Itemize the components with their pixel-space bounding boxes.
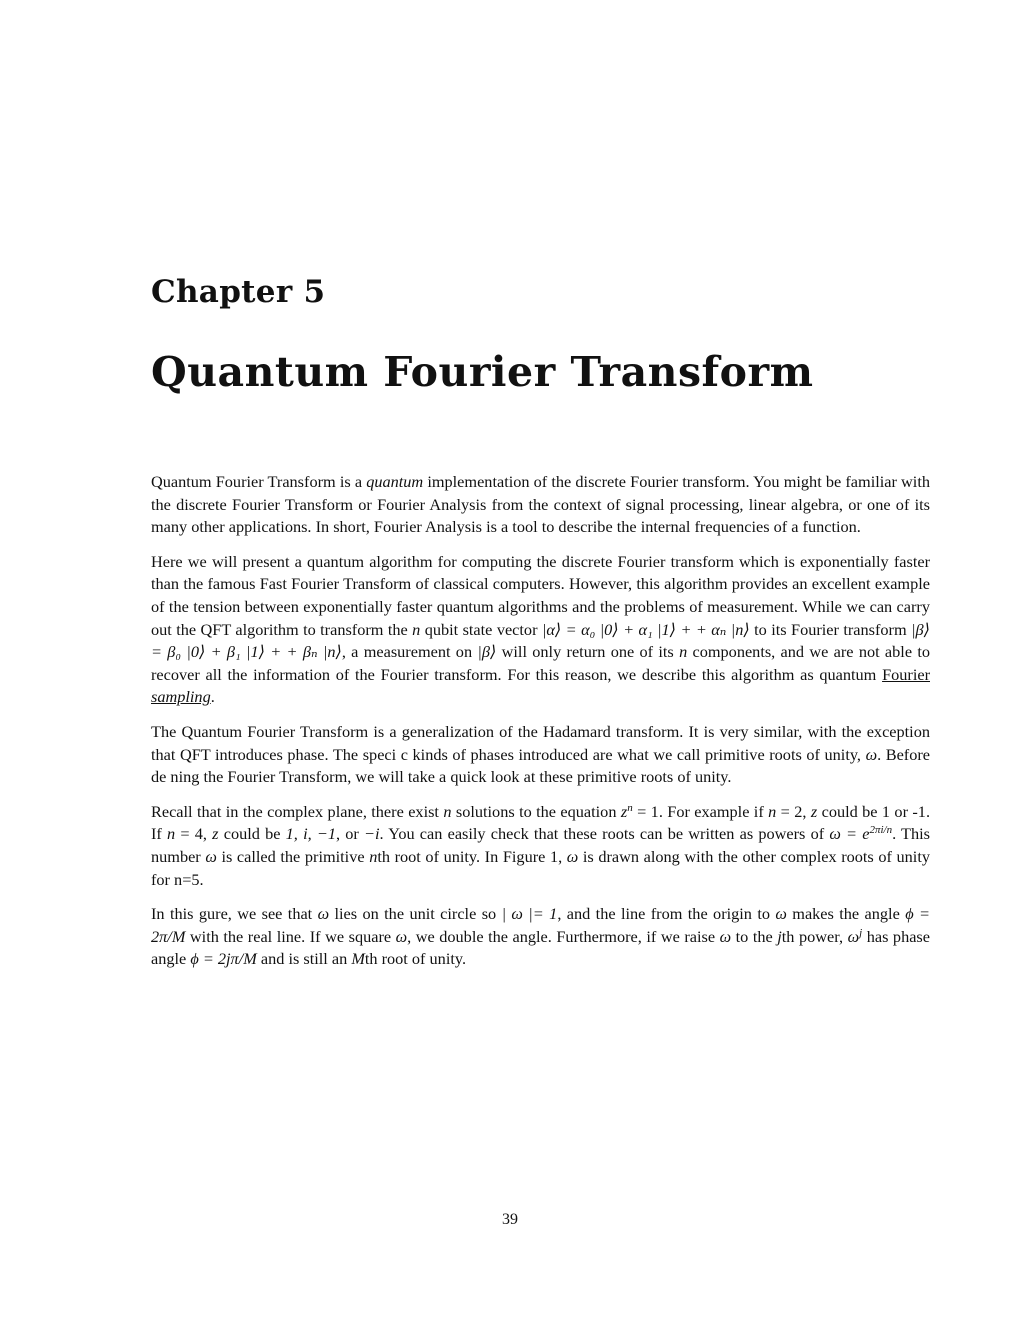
math-minus-i: −i	[364, 824, 380, 844]
text: .	[210, 687, 215, 707]
paragraph-roots	[151, 721, 930, 789]
text: . This number	[151, 824, 930, 866]
text: , or	[335, 824, 365, 844]
text: = 4,	[175, 824, 213, 844]
math-n: n	[412, 619, 421, 639]
text: qubit state vector	[420, 619, 542, 639]
text: In this gure, we see that	[151, 904, 318, 924]
equation-beta-state: |β⟩ = β₀ |0⟩ + β₁ |1⟩ + + βₙ |n⟩	[151, 619, 930, 662]
text: implementation of the discrete Fourier transform. You might be familiar with the discrete Fourier Transform or Fourier Analysis from the context of signal processing, linear algebra, or one of its many other applications. In short, Fourier Analysis is a tool to describe the internal frequencies of a function.	[151, 472, 930, 537]
paragraph-intro	[151, 471, 930, 539]
math-omega: ω	[317, 904, 330, 924]
text: Quantum Fourier Transform is a	[151, 472, 367, 491]
equation-omega: ω = e	[829, 824, 870, 844]
math-beta-ket: |β⟩	[477, 642, 497, 662]
text: Here we will present a quantum algorithm for computing the discrete Fourier transform which is exponentially faster than the famous Fast Fourier Transform of classical computers. However, this algorithm provides an excellent example of the tension between exponentially faster quantum algorithms and the problems of measurement. While we can carry out the QFT algorithm to transform the	[151, 551, 930, 639]
text: is called the primitive	[216, 846, 370, 866]
chapter-label: Chapter 5	[151, 274, 326, 310]
math-exponent: j	[859, 926, 863, 939]
text: solutions to the equation	[451, 801, 621, 821]
text: th root of unity. In Figure 1,	[377, 846, 567, 866]
text: th root of unity.	[364, 949, 467, 969]
text: makes the angle	[786, 904, 906, 924]
text: lies on the unit circle so	[329, 904, 502, 924]
text: components, and we are not able to recover all the information of the Fourier transform. For this reason, we describe this algorithm as quantum	[151, 642, 931, 684]
math-omega: ω	[395, 926, 408, 946]
text: , and the line from the origin to	[557, 904, 776, 924]
math-z: z	[212, 824, 219, 844]
emphasis-quantum: quantum	[366, 472, 424, 491]
math-omega: ω	[719, 926, 732, 946]
math-roots: 1, i, −1	[285, 824, 336, 844]
math-exponent: n	[627, 801, 633, 814]
text: . You can easily check that these roots can be written as powers of	[379, 824, 830, 844]
chapter-body	[151, 471, 930, 983]
text: = 1	[632, 801, 659, 821]
text: has phase angle	[151, 926, 930, 969]
text: Recall that in the complex plane, there exist	[151, 801, 444, 821]
fourier-link[interactable]: Fourier	[882, 664, 930, 684]
text: could be	[218, 824, 286, 844]
math-n: n	[679, 642, 688, 662]
text: The Quantum Fourier Transform is a generalization of the Hadamard transform. It is very similar, with the exception that QFT introduces phase. The speci c kinds of phases introduced are what we call primitive roots of unity,	[151, 721, 930, 764]
text: , we double the angle. Furthermore, if we raise	[407, 926, 720, 946]
equation-alpha-state: |α⟩ = α₀ |0⟩ + α₁ |1⟩ + + αₙ |n⟩	[541, 619, 750, 639]
math-n: n	[369, 846, 378, 866]
text: to the	[731, 926, 778, 946]
math-n: n	[768, 801, 777, 821]
paragraph-algorithm	[151, 551, 930, 709]
chapter-title: Quantum Fourier Transform	[151, 348, 814, 396]
math-j: j	[777, 926, 782, 946]
equation-angle: ϕ = 2π/M	[151, 904, 930, 946]
math-omega: ω	[865, 744, 878, 764]
math-z: z	[620, 801, 628, 821]
page-number: 39	[502, 1211, 518, 1228]
math-z: z	[810, 801, 818, 821]
text: = 2,	[776, 801, 811, 821]
text: to its Fourier transform	[749, 619, 912, 639]
math-omega: ω	[847, 926, 860, 946]
math-n: n	[443, 801, 452, 821]
text: . For example if	[658, 801, 769, 821]
text: could be 1 or -1. If	[151, 801, 931, 844]
math-M: M	[351, 949, 365, 969]
paragraph-complex-plane	[151, 801, 930, 891]
paragraph-unit-circle	[151, 903, 930, 971]
text: . Before de ning the Fourier Transform, we will take a quick look at these primitive roots of unity.	[151, 744, 931, 787]
math-exponent: 2πi/n	[869, 824, 893, 837]
math-omega: ω	[566, 846, 579, 866]
equation-phase-angle: ϕ = 2jπ/M	[190, 949, 257, 969]
text: th power,	[781, 926, 848, 946]
math-omega: ω	[205, 846, 217, 866]
text: with the real line. If we square	[185, 926, 396, 946]
math-omega: ω	[775, 904, 787, 924]
text: and is still an	[256, 949, 352, 969]
text: is drawn along with the other complex roots of unity for n=5.	[151, 846, 930, 889]
math-n: n	[167, 824, 176, 844]
text: , a measurement on	[341, 642, 478, 662]
text: will only return one of its	[496, 642, 680, 662]
sampling-link[interactable]: sampling	[151, 687, 211, 707]
equation-modulus: | ω |= 1	[501, 904, 558, 924]
